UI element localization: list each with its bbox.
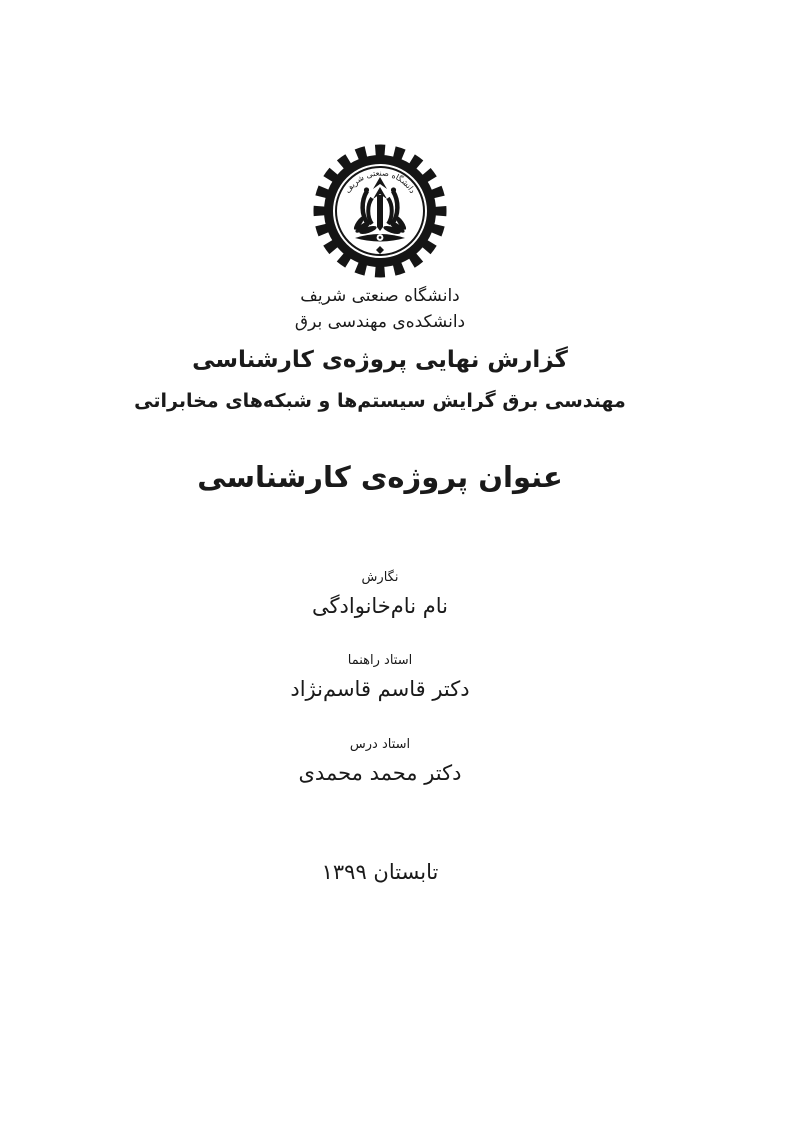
course-instructor-section <box>10 737 750 787</box>
course-instructor-label: استاد درس <box>349 737 411 752</box>
sharif-university-logo <box>10 141 750 281</box>
author-section <box>10 570 750 620</box>
tulip-motif <box>352 177 407 254</box>
supervisor-label: استاد راهنما <box>347 653 413 668</box>
faculty-name: دانشکده‌ی مهندسی برق <box>294 312 466 332</box>
project-title: عنوان پروژه‌ی کارشناسی <box>197 460 563 494</box>
supervisor-name: دکتر قاسم قاسم‌نژاد <box>290 677 470 701</box>
author-label: نگارش <box>361 570 399 585</box>
author-name: نام نام‌خانوادگی <box>312 594 448 618</box>
publication-date: تابستان ۱۳۹۹ <box>321 860 439 884</box>
program-name: مهندسی برق گرایش سیستم‌ها و شبکه‌های مخابراتی <box>134 390 626 412</box>
logo-arc-text: دانشگاه صنعتی شریف <box>343 168 418 195</box>
university-name: دانشگاه صنعتی شریف <box>300 286 460 306</box>
course-instructor-name: دکتر محمد محمدی <box>298 761 462 785</box>
report-type-heading: گزارش نهایی پروژه‌ی کارشناسی <box>192 347 568 373</box>
gear-tulip-emblem-icon <box>310 141 450 281</box>
cover-content-column <box>10 0 750 1123</box>
supervisor-section <box>10 653 750 703</box>
